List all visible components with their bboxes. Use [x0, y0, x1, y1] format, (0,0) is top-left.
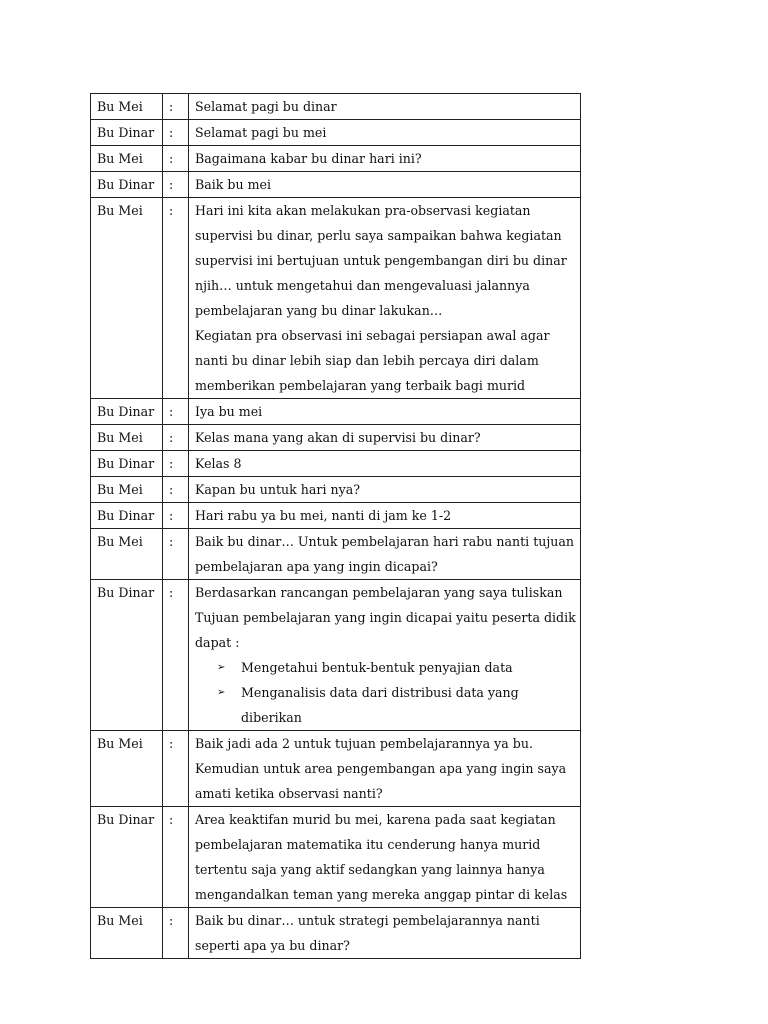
table-row — [91, 529, 581, 580]
colon-separator: : — [163, 172, 189, 198]
colon-separator: : — [163, 425, 189, 451]
list-item — [217, 680, 576, 730]
list-item-text: Menganalisis data dari distribusi data yang diberikan — [241, 685, 519, 725]
table-row — [91, 172, 581, 198]
dialog-paragraph: Bagaimana kabar bu dinar hari ini? — [195, 151, 422, 166]
colon-separator: : — [163, 120, 189, 146]
dialog-paragraph: Berdasarkan rancangan pembelajaran yang saya tuliskan — [195, 585, 563, 600]
speaker-name: Bu Mei — [91, 198, 163, 399]
dialog-text — [189, 908, 581, 959]
list-item — [217, 655, 576, 680]
table-row — [91, 399, 581, 425]
dialog-text — [189, 731, 581, 807]
speaker-name: Bu Mei — [91, 731, 163, 807]
table-row — [91, 120, 581, 146]
speaker-name: Bu Dinar — [91, 399, 163, 425]
bullet-arrow-icon: ➢ — [217, 662, 226, 673]
dialog-paragraph: Baik bu dinar… Untuk pembelajaran hari rabu nanti tujuan pembelajaran apa yang ingin dicapai? — [195, 534, 575, 574]
dialog-text — [189, 120, 581, 146]
dialog-paragraph: Kelas 8 — [195, 456, 242, 471]
colon-separator: : — [163, 399, 189, 425]
colon-separator: : — [163, 503, 189, 529]
dialog-text — [189, 451, 581, 477]
colon-separator: : — [163, 731, 189, 807]
dialog-text — [189, 580, 581, 731]
speaker-name: Bu Dinar — [91, 172, 163, 198]
dialog-paragraph: Selamat pagi bu mei — [195, 125, 327, 140]
bullet-arrow-icon: ➢ — [217, 687, 226, 698]
dialog-paragraph: Baik bu mei — [195, 177, 272, 192]
dialog-text — [189, 529, 581, 580]
table-row — [91, 731, 581, 807]
colon-separator: : — [163, 146, 189, 172]
speaker-name: Bu Dinar — [91, 120, 163, 146]
dialog-body — [91, 94, 581, 959]
colon-separator: : — [163, 451, 189, 477]
dialog-paragraph: Iya bu mei — [195, 404, 263, 419]
table-row — [91, 503, 581, 529]
table-row — [91, 807, 581, 908]
table-row — [91, 198, 581, 399]
dialog-text — [189, 399, 581, 425]
table-row — [91, 425, 581, 451]
speaker-name: Bu Mei — [91, 94, 163, 120]
dialog-text — [189, 172, 581, 198]
colon-separator: : — [163, 198, 189, 399]
speaker-name: Bu Mei — [91, 908, 163, 959]
dialog-paragraph: Selamat pagi bu dinar — [195, 99, 337, 114]
dialog-paragraph: Hari rabu ya bu mei, nanti di jam ke 1-2 — [195, 508, 452, 523]
speaker-name: Bu Mei — [91, 477, 163, 503]
colon-separator: : — [163, 580, 189, 731]
table-row — [91, 580, 581, 731]
colon-separator: : — [163, 908, 189, 959]
dialog-text — [189, 94, 581, 120]
dialog-text — [189, 477, 581, 503]
speaker-name: Bu Mei — [91, 425, 163, 451]
dialog-text — [189, 146, 581, 172]
speaker-name: Bu Dinar — [91, 451, 163, 477]
dialog-text — [189, 425, 581, 451]
dialog-paragraph: Baik bu dinar… untuk strategi pembelajarannya nanti seperti apa ya bu dinar? — [195, 913, 540, 953]
dialog-paragraph: Baik jadi ada 2 untuk tujuan pembelajarannya ya bu. Kemudian untuk area pengembangan apa yang ingin saya amati ketika observasi nanti? — [195, 736, 567, 801]
speaker-name: Bu Dinar — [91, 580, 163, 731]
table-row — [91, 477, 581, 503]
table-row — [91, 94, 581, 120]
speaker-name: Bu Mei — [91, 146, 163, 172]
dialog-text — [189, 503, 581, 529]
table-row — [91, 451, 581, 477]
objectives-list — [195, 655, 576, 730]
dialog-paragraph: Kegiatan pra observasi ini sebagai persiapan awal agar nanti bu dinar lebih siap dan lebih percaya diri dalam memberikan pembelajaran yang terbaik bagi murid — [195, 328, 550, 393]
dialog-paragraph: Kelas mana yang akan di supervisi bu dinar? — [195, 430, 481, 445]
dialog-paragraph: Kapan bu untuk hari nya? — [195, 482, 360, 497]
table-row — [91, 146, 581, 172]
speaker-name: Bu Dinar — [91, 807, 163, 908]
dialog-text — [189, 198, 581, 399]
colon-separator: : — [163, 807, 189, 908]
colon-separator: : — [163, 529, 189, 580]
dialog-table — [90, 93, 581, 959]
dialog-text — [189, 807, 581, 908]
speaker-name: Bu Mei — [91, 529, 163, 580]
dialog-paragraph: Tujuan pembelajaran yang ingin dicapai yaitu peserta didik dapat : — [195, 610, 576, 650]
dialog-paragraph: Area keaktifan murid bu mei, karena pada saat kegiatan pembelajaran matematika itu cenderung hanya murid tertentu saja yang aktif sedangkan yang lainnya hanya mengandalkan teman yang mereka anggap pintar di kelas — [195, 812, 568, 902]
speaker-name: Bu Dinar — [91, 503, 163, 529]
list-item-text: Mengetahui bentuk-bentuk penyajian data — [241, 660, 513, 675]
colon-separator: : — [163, 94, 189, 120]
colon-separator: : — [163, 477, 189, 503]
table-row — [91, 908, 581, 959]
dialog-paragraph: Hari ini kita akan melakukan pra-observasi kegiatan supervisi bu dinar, perlu saya sampaikan bahwa kegiatan supervisi ini bertujuan untuk pengembangan diri bu dinar njih… untuk mengetahui dan mengevaluasi jalannya pembelajaran yang bu dinar lakukan… — [195, 203, 567, 318]
